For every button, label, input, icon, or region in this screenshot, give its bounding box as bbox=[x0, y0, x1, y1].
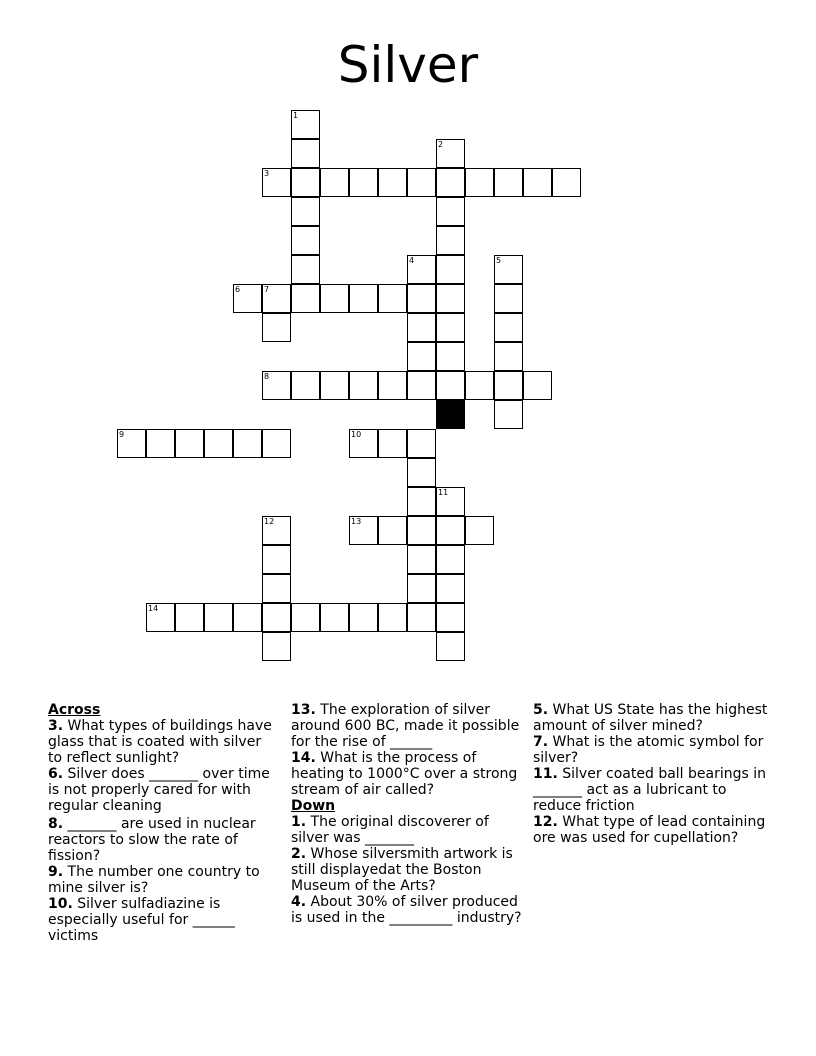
grid-cell[interactable] bbox=[349, 371, 378, 400]
grid-cell[interactable] bbox=[407, 574, 436, 603]
grid-cell[interactable] bbox=[465, 516, 494, 545]
grid-cell[interactable] bbox=[262, 603, 291, 632]
grid-cell[interactable] bbox=[378, 516, 407, 545]
clue-number: 5 bbox=[496, 256, 502, 265]
grid-cell[interactable] bbox=[262, 574, 291, 603]
grid-cell[interactable] bbox=[436, 342, 465, 371]
grid-cell[interactable] bbox=[494, 342, 523, 371]
clue-number: 8 bbox=[264, 372, 270, 381]
grid-cell[interactable] bbox=[407, 168, 436, 197]
grid-cell[interactable] bbox=[407, 284, 436, 313]
grid-cell[interactable] bbox=[494, 284, 523, 313]
clue-across-9: 9. The number one country to mine silver is? bbox=[48, 864, 260, 896]
clue-number: 6 bbox=[235, 285, 241, 294]
clue-down-7: 7. What is the atomic symbol for silver? bbox=[533, 734, 764, 766]
grid-cell[interactable] bbox=[320, 168, 349, 197]
across-heading: Across bbox=[48, 702, 101, 718]
clue-number: 7 bbox=[264, 285, 270, 294]
clues-column-3 bbox=[533, 702, 773, 846]
grid-cell[interactable] bbox=[349, 284, 378, 313]
grid-cell[interactable] bbox=[349, 516, 378, 545]
grid-cell[interactable] bbox=[262, 313, 291, 342]
clue-down-11: 11. Silver coated ball bearings in _______ act as a lubricant to reduce friction bbox=[533, 766, 767, 814]
clue-down-12: 12. What type of lead containing ore was used for cupellation? bbox=[533, 814, 766, 846]
clue-down-4: 4. About 30% of silver produced is used in the _________ industry? bbox=[291, 894, 522, 926]
grid-cell[interactable] bbox=[291, 197, 320, 226]
clue-across-13: 13. The exploration of silver around 600 BC, made it possible for the rise of ______ bbox=[291, 702, 520, 750]
clue-number: 2 bbox=[438, 140, 444, 149]
grid-cell[interactable] bbox=[436, 487, 465, 516]
clue-across-3: 3. What types of buildings have glass that is coated with silver to reflect sunlight? bbox=[48, 718, 272, 766]
grid-cell[interactable] bbox=[552, 168, 581, 197]
grid-cell[interactable] bbox=[262, 545, 291, 574]
grid-cell[interactable] bbox=[204, 429, 233, 458]
grid-cell[interactable] bbox=[494, 168, 523, 197]
grid-cell[interactable] bbox=[436, 168, 465, 197]
grid-cell[interactable] bbox=[291, 255, 320, 284]
grid-cell[interactable] bbox=[262, 371, 291, 400]
down-heading: Down bbox=[291, 798, 336, 814]
grid-cell[interactable] bbox=[262, 516, 291, 545]
grid-cell[interactable] bbox=[436, 545, 465, 574]
grid-cell[interactable] bbox=[146, 429, 175, 458]
clue-number: 14 bbox=[148, 604, 159, 613]
grid-cell[interactable] bbox=[407, 516, 436, 545]
grid-cell[interactable] bbox=[349, 168, 378, 197]
clue-across-6: 6. Silver does _______ over time is not properly cared for with regular cleaning bbox=[48, 766, 270, 814]
grid-cell[interactable] bbox=[407, 487, 436, 516]
grid-cell[interactable] bbox=[494, 313, 523, 342]
clue-number: 12 bbox=[264, 517, 275, 526]
grid-cell[interactable] bbox=[291, 139, 320, 168]
grid-cell[interactable] bbox=[436, 284, 465, 313]
grid-cell[interactable] bbox=[407, 255, 436, 284]
grid-cell[interactable] bbox=[436, 255, 465, 284]
grid-cell[interactable] bbox=[436, 313, 465, 342]
grid-cell[interactable] bbox=[262, 168, 291, 197]
grid-cell[interactable] bbox=[378, 284, 407, 313]
grid-cell[interactable] bbox=[204, 603, 233, 632]
clue-number: 1 bbox=[293, 111, 299, 120]
grid-cell[interactable] bbox=[407, 313, 436, 342]
grid-cell[interactable] bbox=[233, 284, 262, 313]
clue-number: 3 bbox=[264, 169, 270, 178]
grid-cell[interactable] bbox=[436, 139, 465, 168]
grid-cell[interactable] bbox=[349, 429, 378, 458]
grid-cell[interactable] bbox=[349, 603, 378, 632]
clue-number: 9 bbox=[119, 430, 125, 439]
grid-cell[interactable] bbox=[494, 400, 523, 429]
grid-cell[interactable] bbox=[175, 603, 204, 632]
grid-cell[interactable] bbox=[233, 603, 262, 632]
grid-cell[interactable] bbox=[436, 197, 465, 226]
grid-cell[interactable] bbox=[378, 371, 407, 400]
grid-cell[interactable] bbox=[523, 371, 552, 400]
grid-cell[interactable] bbox=[494, 255, 523, 284]
clue-across-10: 10. Silver sulfadiazine is especially useful for ______ victims bbox=[48, 896, 235, 944]
clues-column-1 bbox=[48, 702, 273, 944]
clue-down-2: 2. Whose silversmith artwork is still displayedat the Boston Museum of the Arts? bbox=[291, 846, 513, 894]
clue-across-14: 14. What is the process of heating to 1000°C over a strong stream of air called? bbox=[291, 750, 518, 798]
grid-cell[interactable] bbox=[494, 371, 523, 400]
grid-cell[interactable] bbox=[436, 226, 465, 255]
grid-cell[interactable] bbox=[378, 168, 407, 197]
grid-cell[interactable] bbox=[407, 603, 436, 632]
grid-cell[interactable] bbox=[146, 603, 175, 632]
grid-cell[interactable] bbox=[407, 545, 436, 574]
clue-number: 4 bbox=[409, 256, 415, 265]
grid-cell[interactable] bbox=[320, 371, 349, 400]
grid-cell[interactable] bbox=[407, 429, 436, 458]
grid-cell[interactable] bbox=[291, 371, 320, 400]
clue-down-5: 5. What US State has the highest amount of silver mined? bbox=[533, 702, 768, 734]
clue-number: 10 bbox=[351, 430, 362, 439]
grid-cell[interactable] bbox=[436, 371, 465, 400]
clue-across-8: 8. _______ are used in nuclear reactors to slow the rate of fission? bbox=[48, 816, 256, 864]
grid-cell[interactable] bbox=[407, 342, 436, 371]
clues-column-2 bbox=[291, 702, 526, 926]
grid-cell[interactable] bbox=[436, 603, 465, 632]
grid-cell[interactable] bbox=[291, 226, 320, 255]
grid-cell[interactable] bbox=[291, 168, 320, 197]
grid-cell[interactable] bbox=[233, 429, 262, 458]
grid-cell[interactable] bbox=[175, 429, 204, 458]
grid-cell[interactable] bbox=[436, 632, 465, 661]
clue-down-1: 1. The original discoverer of silver was _______ bbox=[291, 814, 489, 846]
grid-cell[interactable] bbox=[523, 168, 552, 197]
grid-cell[interactable] bbox=[262, 284, 291, 313]
puzzle-title: Silver bbox=[337, 36, 479, 94]
grid-cell[interactable] bbox=[436, 574, 465, 603]
grid-cell[interactable] bbox=[465, 371, 494, 400]
grid-cell[interactable] bbox=[262, 429, 291, 458]
grid-cell[interactable] bbox=[291, 603, 320, 632]
grid-cell[interactable] bbox=[320, 284, 349, 313]
grid-cell[interactable] bbox=[407, 458, 436, 487]
grid-cell-black bbox=[436, 400, 465, 429]
grid-cell[interactable] bbox=[291, 284, 320, 313]
grid-cell[interactable] bbox=[407, 371, 436, 400]
grid-cell[interactable] bbox=[117, 429, 146, 458]
clue-number: 13 bbox=[351, 517, 362, 526]
grid-cell[interactable] bbox=[378, 603, 407, 632]
grid-cell[interactable] bbox=[465, 168, 494, 197]
grid-cell[interactable] bbox=[378, 429, 407, 458]
grid-cell[interactable] bbox=[320, 603, 349, 632]
clue-number: 11 bbox=[438, 488, 449, 497]
grid-cell[interactable] bbox=[436, 516, 465, 545]
grid-cell[interactable] bbox=[291, 110, 320, 139]
grid-cell[interactable] bbox=[262, 632, 291, 661]
